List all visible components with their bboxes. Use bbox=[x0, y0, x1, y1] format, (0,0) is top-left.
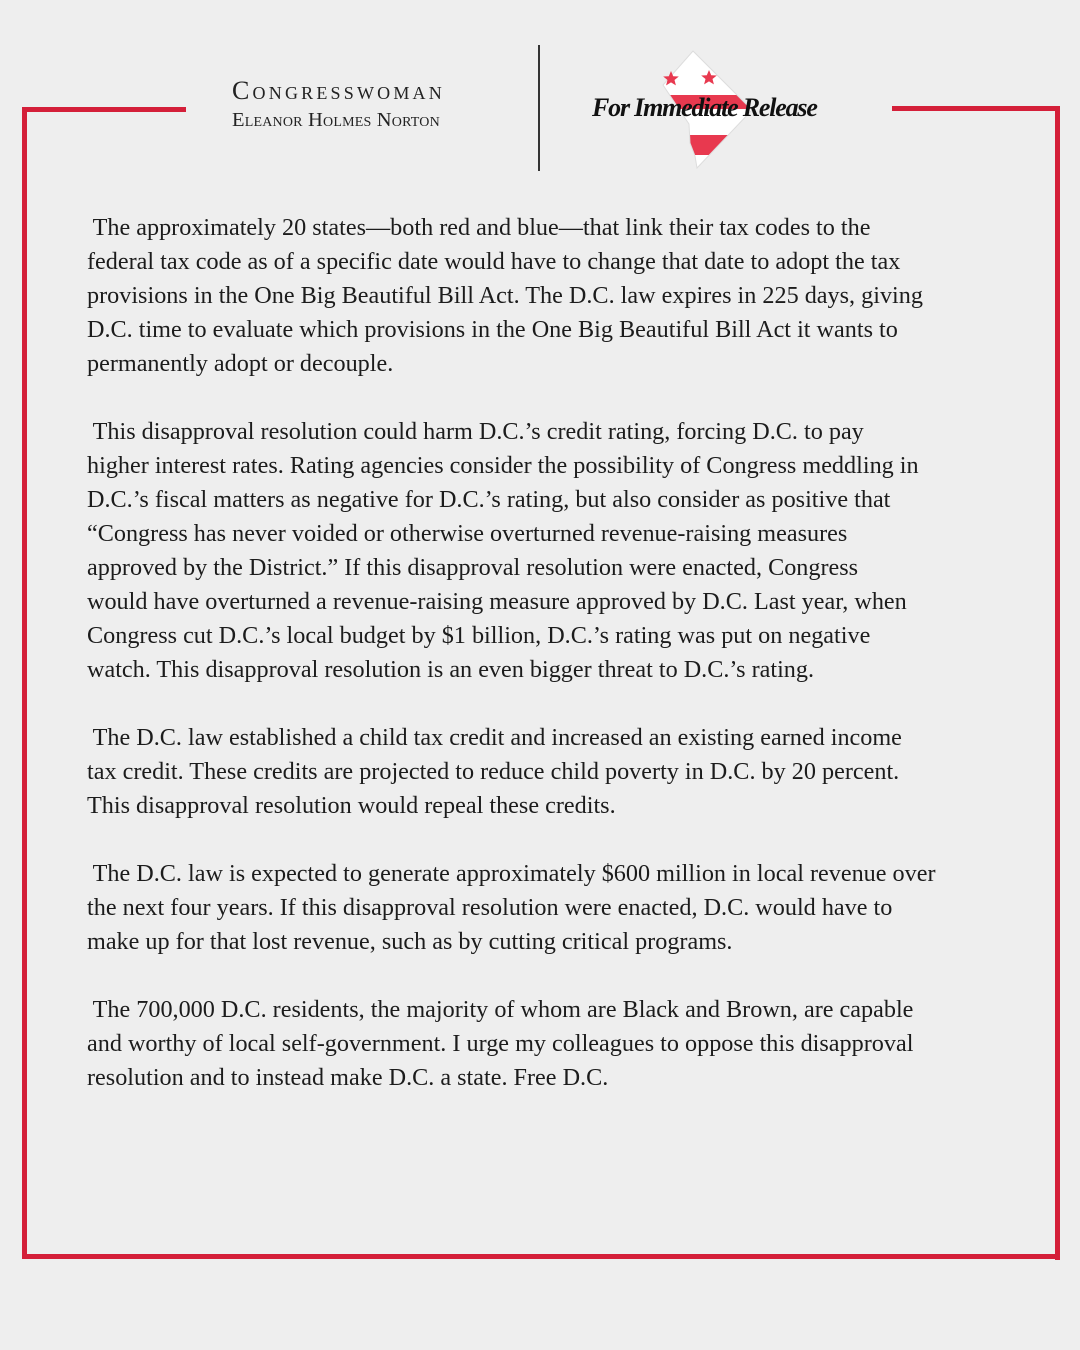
paragraph bbox=[87, 211, 1007, 381]
text-line: watch. This disapproval resolution is an even bigger threat to D.C.’s rating. bbox=[87, 656, 815, 683]
text-line: make up for that lost revenue, such as by cutting critical programs. bbox=[87, 928, 733, 955]
paragraph bbox=[87, 721, 1007, 823]
text-line: The 700,000 D.C. residents, the majority of whom are Black and Brown, are capable bbox=[87, 996, 914, 1023]
member-name: Eleanor Holmes Norton bbox=[232, 109, 440, 131]
text-line: “Congress has never voided or otherwise overturned revenue-raising measures bbox=[87, 520, 848, 547]
office-heading bbox=[232, 78, 494, 131]
paragraph bbox=[87, 415, 1007, 687]
frame-bottom bbox=[22, 1254, 1060, 1259]
text-line: would have overturned a revenue-raising measure approved by D.C. Last year, when bbox=[87, 588, 907, 615]
text-line: D.C. time to evaluate which provisions in the One Big Beautiful Bill Act it wants to bbox=[87, 316, 898, 343]
text-line: provisions in the One Big Beautiful Bill Act. The D.C. law expires in 225 days, giving bbox=[87, 282, 923, 309]
text-line: federal tax code as of a specific date would have to change that date to adopt the tax bbox=[87, 248, 901, 275]
paragraph bbox=[87, 993, 1007, 1095]
office-title: Congresswoman bbox=[232, 76, 445, 105]
text-line: The approximately 20 states—both red and blue—that link their tax codes to the bbox=[87, 214, 871, 241]
text-line: approved by the District.” If this disapproval resolution were enacted, Congress bbox=[87, 554, 859, 581]
text-line: This disapproval resolution would repeal these credits. bbox=[87, 792, 616, 819]
text-line: The D.C. law established a child tax credit and increased an existing earned income bbox=[87, 724, 902, 751]
frame-top-right bbox=[892, 106, 1059, 111]
paragraph bbox=[87, 857, 1007, 959]
release-logo bbox=[590, 44, 850, 176]
text-line: and worthy of local self-government. I urge my colleagues to oppose this disapproval bbox=[87, 1030, 914, 1057]
statement-body bbox=[87, 211, 1007, 1129]
text-line: resolution and to instead make D.C. a state. Free D.C. bbox=[87, 1064, 609, 1091]
text-line: This disapproval resolution could harm D.C.’s credit rating, forcing D.C. to pay bbox=[87, 418, 864, 445]
frame-top-left bbox=[22, 107, 186, 112]
text-line: D.C.’s fiscal matters as negative for D.C.’s rating, but also consider as positive that bbox=[87, 486, 891, 513]
frame-left bbox=[22, 107, 27, 1259]
text-line: permanently adopt or decouple. bbox=[87, 350, 394, 377]
header-divider bbox=[538, 45, 540, 171]
text-line: tax credit. These credits are projected to reduce child poverty in D.C. by 20 percent. bbox=[87, 758, 900, 785]
release-label: For Immediate Release bbox=[592, 93, 817, 122]
text-line: Congress cut D.C.’s local budget by $1 billion, D.C.’s rating was put on negative bbox=[87, 622, 871, 649]
text-line: the next four years. If this disapproval resolution were enacted, D.C. would have to bbox=[87, 894, 893, 921]
text-line: The D.C. law is expected to generate approximately $600 million in local revenue over bbox=[87, 860, 936, 887]
text-line: higher interest rates. Rating agencies consider the possibility of Congress meddling in bbox=[87, 452, 919, 479]
frame-right bbox=[1055, 106, 1060, 1260]
